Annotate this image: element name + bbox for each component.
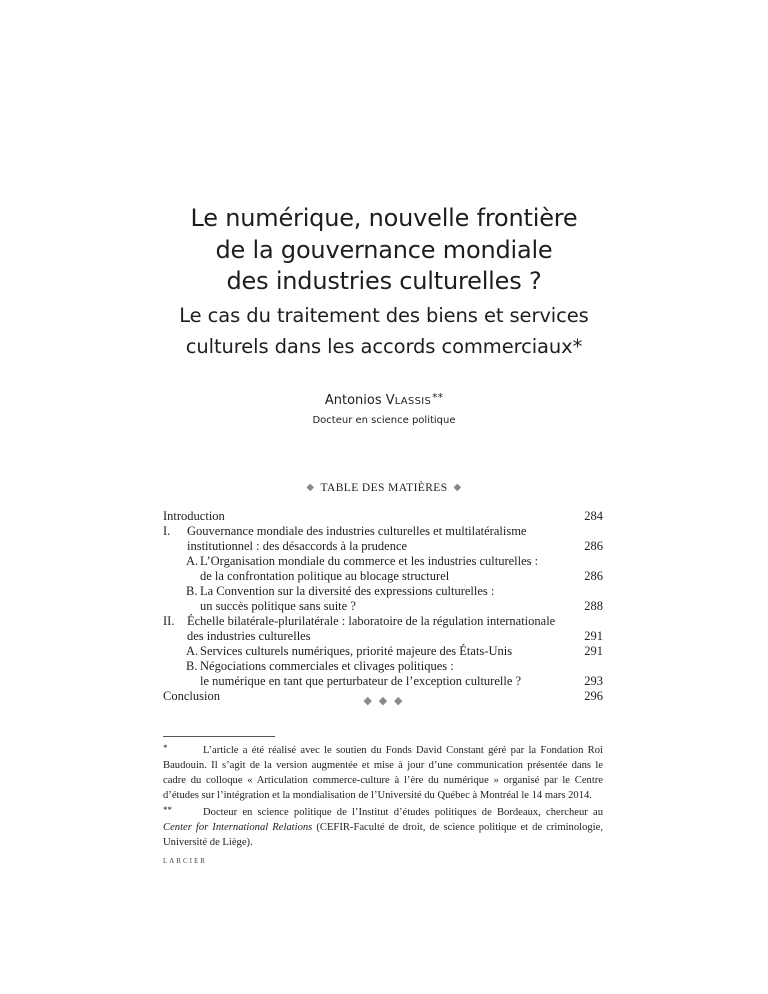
footnote-1 xyxy=(163,741,603,803)
author-name xyxy=(0,391,768,408)
author-footnote-mark[interactable]: ** xyxy=(432,391,444,404)
toc-entry-number: A. xyxy=(186,554,199,568)
diamond-icon: ◆ xyxy=(306,482,315,493)
toc-entry-title: des industries culturelles xyxy=(187,629,311,643)
toc-entry[interactable] xyxy=(163,599,603,614)
publisher-name: LARCIER xyxy=(163,857,207,865)
toc-entry[interactable] xyxy=(163,539,603,554)
toc-entry-page: 296 xyxy=(584,689,603,703)
toc-entry-page: 291 xyxy=(584,629,603,643)
footnote-separator xyxy=(163,736,275,737)
toc-entry[interactable] xyxy=(163,644,603,659)
toc-entry-title: Négociations commerciales et clivages politiques : xyxy=(200,659,454,673)
author-last-name xyxy=(386,393,431,408)
article-subtitle xyxy=(0,300,768,362)
toc-entry-number: B. xyxy=(186,584,198,598)
footnote-2-text-after: (CEFIR-Faculté de droit, de science politique et de criminologie, Université de Liège). xyxy=(163,822,603,848)
toc-entry-title: Introduction xyxy=(163,509,225,523)
toc-entry-page: 286 xyxy=(584,569,603,583)
toc-entry[interactable] xyxy=(163,614,603,629)
toc-entry-title: institutionnel : des désaccords à la prudence xyxy=(187,539,408,553)
toc-entry[interactable] xyxy=(163,509,603,524)
footnote-1-mark: * xyxy=(163,743,168,753)
toc-entry-title: un succès politique sans suite ? xyxy=(200,599,356,613)
toc-entry-title: La Convention sur la diversité des expressions culturelles : xyxy=(200,584,495,598)
title-line-3: des industries culturelles ? xyxy=(226,267,542,295)
footnote-2-text-before: Docteur en science politique de l’Institut d’études politiques de Bordeaux, chercheur au xyxy=(203,807,603,818)
toc-entry-title: Services culturels numériques, priorité majeure des États-Unis xyxy=(200,644,513,658)
subtitle-line-1: Le cas du traitement des biens et services xyxy=(179,303,589,327)
title-line-1: Le numérique, nouvelle frontière xyxy=(190,204,578,232)
table-of-contents xyxy=(163,509,603,704)
author-first-name: Antonios xyxy=(324,393,382,408)
subtitle-line-2 xyxy=(0,331,768,362)
footnote-1-text: L’article a été réalisé avec le soutien du Fonds David Constant géré par la Fondation Roi Baudouin. Il s’agit de la version augmentée et mise à jour d’une communication présentée dans le cadre du colloque « Articulation commerce-culture à l’ère du numérique » organisé par le Centre d’études sur l’intégration et la mondialisation de l’Université du Québec à Montréal le 14 mars 2014. xyxy=(163,745,603,801)
toc-entry[interactable] xyxy=(163,569,603,584)
author-affiliation: Docteur en science politique xyxy=(312,415,456,426)
toc-entry-number: B. xyxy=(186,659,198,673)
toc-entry-number: II. xyxy=(163,614,175,628)
footnotes xyxy=(163,741,603,850)
toc-entry-title: Conclusion xyxy=(163,689,220,703)
toc-entry-page: 293 xyxy=(584,674,603,688)
toc-entry-number: I. xyxy=(163,524,171,538)
toc-entry[interactable] xyxy=(163,674,603,689)
footnote-2-italic: Center for International Relations xyxy=(163,822,313,833)
author-last-initial: V xyxy=(385,393,395,408)
subtitle-line-2-text: culturels dans les accords commerciaux xyxy=(185,334,573,358)
end-ornament: ◆ ◆ ◆ xyxy=(363,695,405,707)
toc-heading-text: TABLE DES MATIÈRES xyxy=(320,482,448,494)
toc-heading xyxy=(0,482,768,494)
toc-entry-page: 286 xyxy=(584,539,603,553)
footnote-2 xyxy=(163,803,603,850)
title-line-2: de la gouvernance mondiale xyxy=(215,235,553,264)
toc-entry[interactable] xyxy=(163,524,603,539)
toc-entry[interactable] xyxy=(163,554,603,569)
article-title xyxy=(0,203,768,362)
toc-entry[interactable] xyxy=(163,659,603,674)
toc-entry-title: Échelle bilatérale-plurilatérale : laboratoire de la régulation internationale xyxy=(187,614,556,628)
toc-entry-page: 291 xyxy=(584,644,603,658)
toc-entry-title: de la confrontation politique au blocage structurel xyxy=(200,569,450,583)
toc-entry-title: le numérique en tant que perturbateur de l’exception culturelle ? xyxy=(200,674,522,688)
toc-entry-title: L’Organisation mondiale du commerce et les industries culturelles : xyxy=(200,554,539,568)
toc-entry-page: 288 xyxy=(584,599,603,613)
toc-entry[interactable] xyxy=(163,584,603,599)
toc-entry-number: A. xyxy=(186,644,199,658)
author-last-rest: LASSIS xyxy=(394,396,432,407)
toc-entry[interactable] xyxy=(163,629,603,644)
toc-entry-page: 284 xyxy=(584,509,603,523)
diamond-icon: ◆ xyxy=(453,482,462,493)
subtitle-footnote-mark[interactable]: * xyxy=(572,334,583,358)
toc-entry-title: Gouvernance mondiale des industries culturelles et multilatéralisme xyxy=(187,524,527,538)
footnote-2-mark: ** xyxy=(163,805,172,815)
